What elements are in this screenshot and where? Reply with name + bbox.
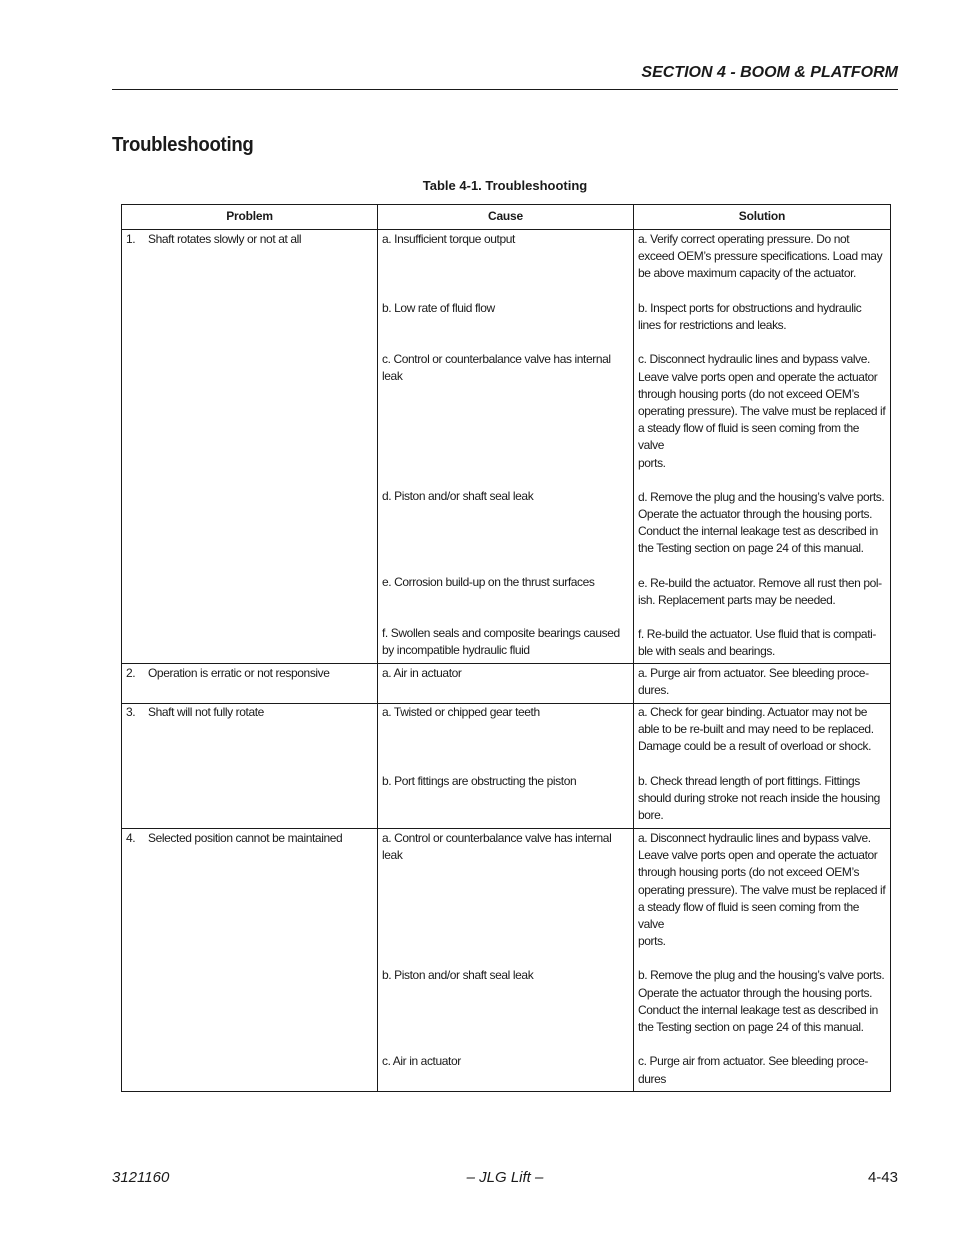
cause-item: e. Corrosion build-up on the thrust surfaces bbox=[382, 575, 595, 589]
page-number: 4-43 bbox=[867, 1169, 898, 1186]
cause-item: a. Air in actuator bbox=[382, 665, 462, 680]
cause-item: a. Insufficient torque output bbox=[382, 232, 515, 246]
problem-number: 1. bbox=[126, 232, 136, 246]
table-caption: Table 4-1. Troubleshooting bbox=[422, 178, 588, 193]
cause-item: b. Port fittings are obstructing the piston bbox=[382, 774, 577, 789]
solution-item: b. Check thread length of port fittings. Fittings should during stroke not reach inside the housing bore. bbox=[638, 774, 880, 823]
problem-cell bbox=[122, 230, 378, 664]
cause-cell bbox=[378, 829, 634, 1092]
cause-item: c. Air in actuator bbox=[382, 1054, 461, 1069]
column-header-problem: Problem bbox=[122, 205, 378, 230]
problem-cell bbox=[122, 704, 378, 829]
table-row bbox=[122, 704, 891, 829]
solution-item: a. Check for gear binding. Actuator may not be able to be re-built and may need to be replaced. Damage could be a result of overload or shock. bbox=[638, 705, 874, 754]
cause-cell bbox=[378, 663, 634, 703]
cause-cell bbox=[378, 704, 634, 829]
solution-item: a. Disconnect hydraulic lines and bypass valve. Leave valve ports open and operate the actuator through housing ports (do not exceed OEM’s operating pressure). The valve must be replaced if a steady flow of fluid is seen coming from the valve ports. bbox=[638, 831, 886, 949]
problem-cell bbox=[122, 663, 378, 703]
solution-cell bbox=[634, 829, 891, 1092]
table-row bbox=[122, 230, 891, 664]
page-heading: Troubleshooting bbox=[112, 134, 254, 156]
problem-text: Selected position cannot be maintained bbox=[148, 831, 343, 846]
table-row bbox=[122, 829, 891, 1092]
header-divider bbox=[112, 89, 898, 90]
problem-text: Operation is erratic or not responsive bbox=[148, 665, 330, 680]
solution-item: f. Re-build the actuator. Use fluid that is compati- ble with seals and bearings. bbox=[638, 627, 876, 659]
solution-item: c. Purge air from actuator. See bleeding proce- dures bbox=[638, 1054, 869, 1086]
solution-cell bbox=[634, 704, 891, 829]
solution-item: b. Inspect ports for obstructions and hydraulic lines for restrictions and leaks. bbox=[638, 301, 862, 333]
solution-item: e. Re-build the actuator. Remove all rust then pol- ish. Replacement parts may be needed. bbox=[638, 575, 882, 608]
solution-item: a. Purge air from actuator. See bleeding proce- dures. bbox=[638, 665, 869, 697]
solution-cell bbox=[634, 230, 891, 664]
cause-item: b. Piston and/or shaft seal leak bbox=[382, 968, 534, 983]
problem-number: 4. bbox=[126, 831, 136, 846]
solution-item: c. Disconnect hydraulic lines and bypass valve. Leave valve ports open and operate the actuator through housing ports (do not exceed OEM’s operating pressure). The valve must be replaced if a steady flow of fluid is seen coming from the valve ports. bbox=[638, 352, 886, 470]
solution-item: a. Verify correct operating pressure. Do not exceed OEM’s pressure specifications. Load may be above maximum capacity of the actuator. bbox=[638, 232, 883, 281]
problem-text: Shaft will not fully rotate bbox=[148, 705, 264, 720]
troubleshooting-table bbox=[121, 204, 891, 1092]
problem-cell bbox=[122, 829, 378, 1092]
problem-text: Shaft rotates slowly or not at all bbox=[148, 232, 302, 246]
problem-number: 3. bbox=[126, 705, 136, 720]
section-title: SECTION 4 - BOOM & PLATFORM bbox=[641, 64, 898, 81]
column-header-solution: Solution bbox=[634, 205, 891, 230]
cause-item: c. Control or counterbalance valve has internal leak bbox=[382, 352, 611, 384]
cause-cell bbox=[378, 230, 634, 664]
table-row bbox=[122, 663, 891, 703]
footer-center-text: – JLG Lift – bbox=[466, 1169, 544, 1186]
document-number: 3121160 bbox=[112, 1169, 170, 1186]
column-header-cause: Cause bbox=[378, 205, 634, 230]
cause-item: a. Control or counterbalance valve has internal leak bbox=[382, 831, 612, 863]
solution-item: d. Remove the plug and the housing’s valve ports. Operate the actuator through the housing ports. Conduct the internal leakage test as described in the Testing section on page 24 of this manual. bbox=[638, 489, 885, 556]
cause-item: d. Piston and/or shaft seal leak bbox=[382, 489, 534, 503]
solution-cell bbox=[634, 663, 891, 703]
solution-item: b. Remove the plug and the housing’s valve ports. Operate the actuator through the housing ports. Conduct the internal leakage test as described in the Testing section on page 24 of this manual. bbox=[638, 968, 885, 1035]
cause-item: f. Swollen seals and composite bearings caused by incompatible hydraulic fluid bbox=[382, 626, 620, 658]
cause-item: b. Low rate of fluid flow bbox=[382, 301, 495, 315]
table-header-row bbox=[122, 205, 891, 230]
problem-number: 2. bbox=[126, 665, 136, 680]
cause-item: a. Twisted or chipped gear teeth bbox=[382, 705, 540, 720]
